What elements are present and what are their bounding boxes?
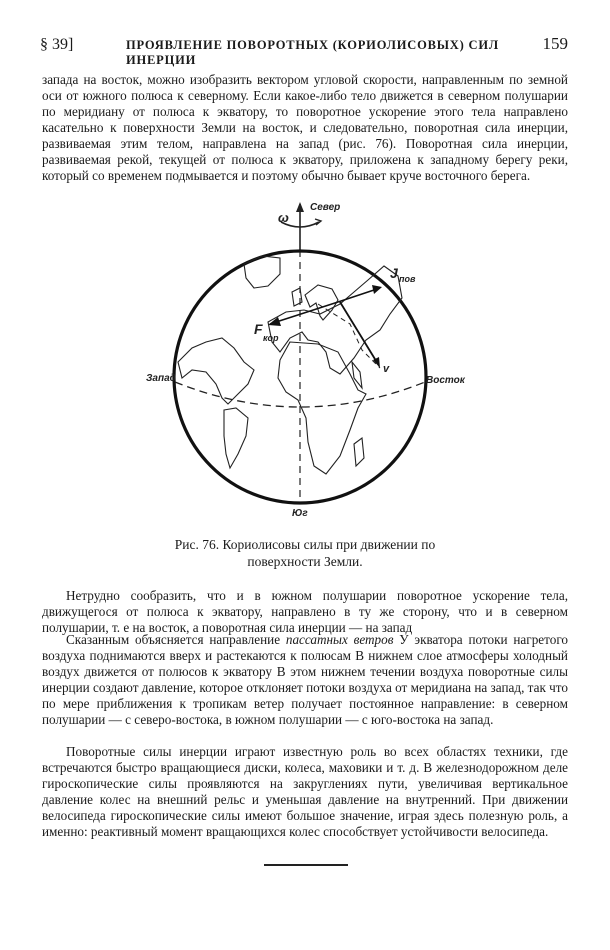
madagascar-outline bbox=[354, 438, 364, 466]
figure-caption bbox=[140, 536, 470, 570]
running-title: ПРОЯВЛЕНИЕ ПОВОРОТНЫХ (КОРИОЛИСОВЫХ) СИЛ ИНЕРЦИИ bbox=[126, 38, 499, 67]
axis-arrowhead bbox=[296, 202, 304, 212]
page-header bbox=[40, 34, 568, 67]
v-label: v bbox=[383, 363, 390, 375]
paragraph-1: запада на восток, можно изобразить вектором угловой скорости, направленным по земной оси от южного полюса к северному. Если какое-либо тело движется в северном полушарии по меридиану от полюса к экватору, то поворотное ускорение этого тела направлено касательно к поверхности Земли на восток, и следовательно, поворотная сила инерции, развиваемая этим телом, направлена на запад (рис. 76). Поворотная сила инерции, развиваемая рекой, текущей от полюса к экватору, приложена к западному берегу реки, который со временем подмывается и поэтому обычно бывает круче восточного берега. bbox=[42, 72, 568, 183]
caption-line-1: Рис. 76. Кориолисовы силы при движении по bbox=[174, 537, 436, 552]
arabia-outline bbox=[352, 362, 362, 388]
globe-diagram bbox=[140, 192, 470, 522]
south-label: Юг bbox=[292, 508, 308, 519]
paragraph-4: Поворотные силы инерции играют известную роль во всех областях техники, где встречаются быстро вращающиеся диски, колеса, маховики и т. д. В железнодорожном деле гироскопические силы проявляются на закруглениях пути, увеличивая вертикальное давление колес на внешний рельс и уменьшая давление на внутренний. При движении велосипеда гироскопические силы имеют большое значение, играя здесь полезную роль, а именно: реактивный момент вращающихся колес способствует устойчивости велосипеда. bbox=[42, 744, 568, 839]
scandinavia-outline bbox=[305, 285, 338, 320]
page-number: 159 bbox=[542, 34, 568, 53]
paragraph-2: Нетрудно сообразить, что и в южном полушарии поворотное ускорение тела, движущегося от полюса к экватору, направлено в ту же сторону, что и в северном полушарии, т. е на восток, а поворотная сила инерции — на запад bbox=[42, 588, 568, 635]
paragraph-3 bbox=[42, 632, 568, 728]
velocity-arrow bbox=[340, 302, 378, 364]
america-outline bbox=[178, 338, 254, 404]
omega-label: ω bbox=[278, 210, 289, 225]
north-label: Север bbox=[310, 202, 341, 213]
section-number: § 39] bbox=[40, 36, 74, 53]
caption-line-2: поверхности Земли. bbox=[247, 554, 363, 569]
f-arrow bbox=[270, 302, 338, 324]
south-america-outline bbox=[224, 408, 248, 468]
africa-outline bbox=[278, 342, 366, 474]
trade-winds-term: пассатных ветров bbox=[285, 632, 394, 647]
west-label: Запад bbox=[146, 373, 176, 384]
end-rule bbox=[264, 864, 348, 866]
britain-outline bbox=[292, 288, 302, 306]
figure-76 bbox=[140, 192, 470, 522]
j-subscript: пов bbox=[399, 274, 416, 284]
f-label: F bbox=[254, 321, 263, 337]
paragraph-3-rest: У экватора потоки нагретого воздуха поднимаются вверх и растекаются к полюсам В нижнем слое атмосферы холодный воздух движется от полюсов к экватору В этом нижнем течении воздуха поворотные силы инерции создают давление, которое отклоняет потоки воздуха от меридиана на запад, так что по мере приближения к тропикам ветер получает постоянное направление: в северном полушарии — с северо-востока, в южном полушарии — с юго-востока на запад. bbox=[42, 632, 568, 727]
east-label: Восток bbox=[426, 375, 465, 386]
j-label: J bbox=[390, 265, 398, 281]
j-arrowhead bbox=[372, 285, 382, 294]
paragraph-3-start: Сказанным объясняется направление bbox=[66, 632, 286, 647]
f-subscript: кор bbox=[263, 333, 279, 343]
